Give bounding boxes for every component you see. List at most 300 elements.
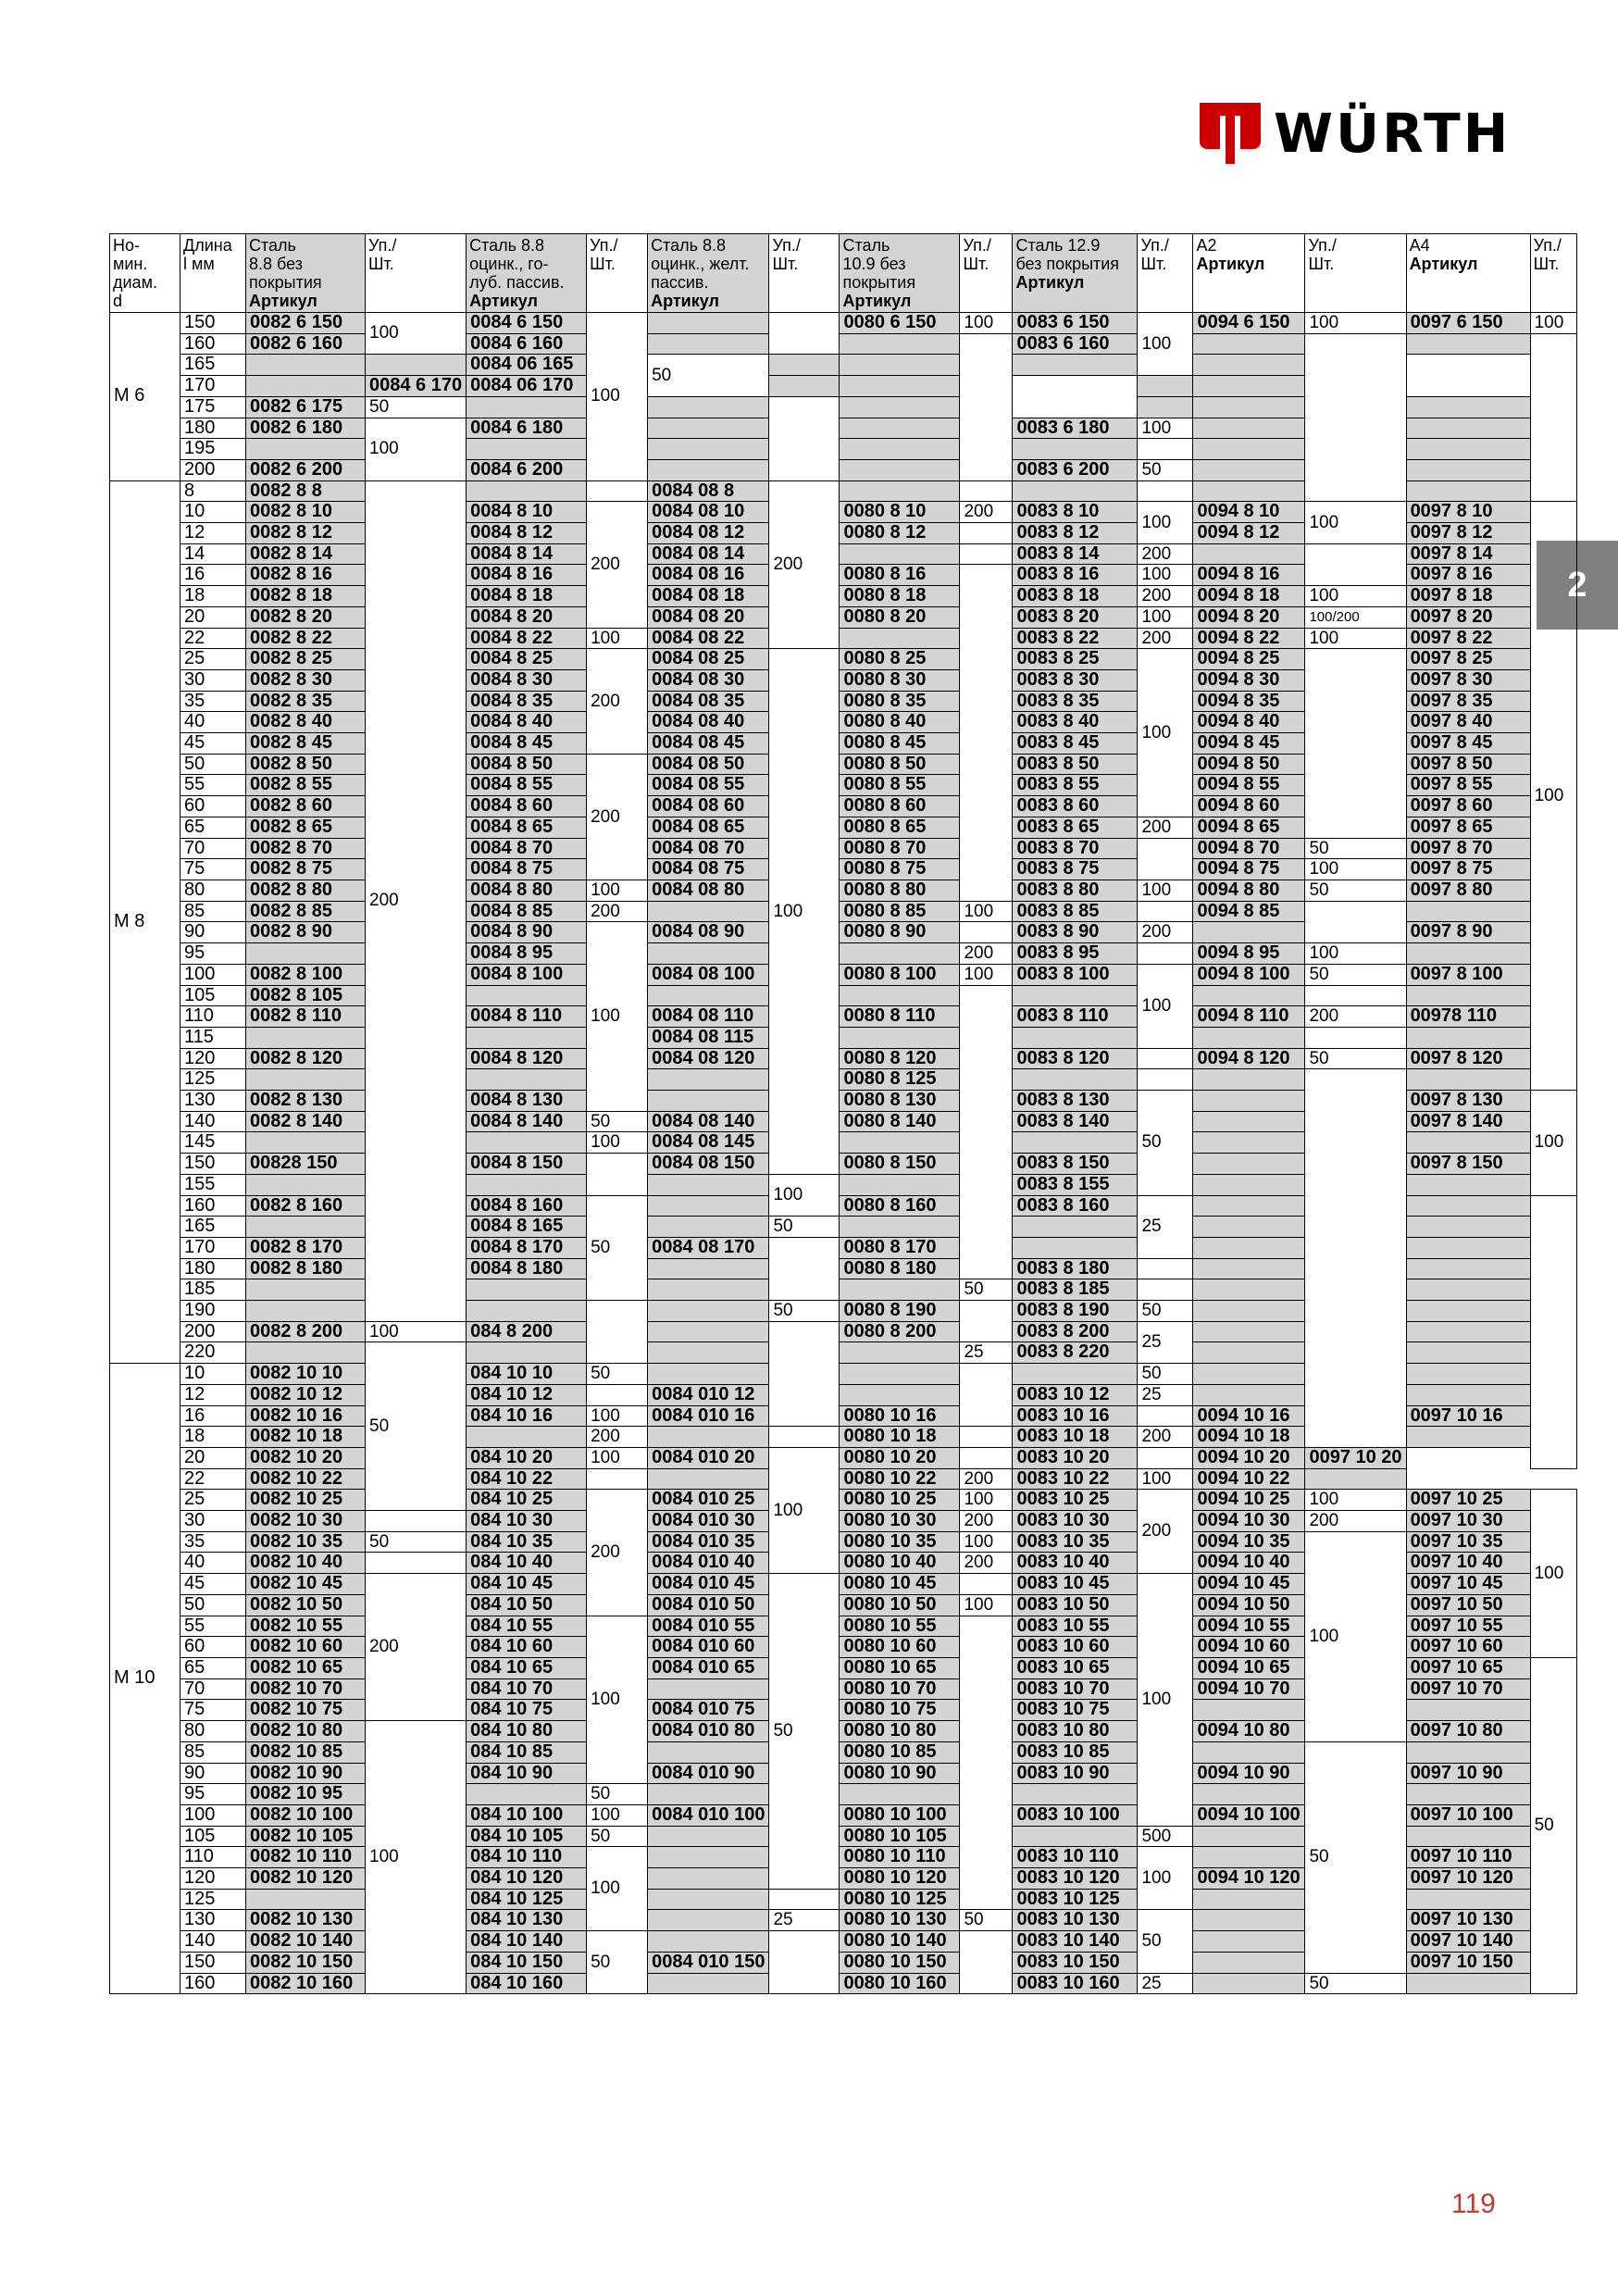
pack-quantity-cell: 100/200 [1305,606,1406,628]
article-cell [648,418,769,439]
article-cell: 0094 8 80 [1193,880,1305,901]
article-cell [648,1427,769,1448]
article-cell [648,1342,769,1364]
article-cell: 0083 10 130 [1013,1910,1138,1931]
header-line: A2 [1196,236,1217,255]
article-cell: 0082 10 18 [246,1427,366,1448]
article-cell: 0082 10 120 [246,1868,366,1890]
article-cell: 0080 8 200 [840,1321,960,1342]
article-cell [648,1195,769,1217]
column-header [648,234,769,313]
pack-quantity-cell [1138,1048,1193,1069]
article-cell: 0083 10 30 [1013,1511,1138,1532]
length-cell: 65 [180,1658,246,1679]
article-cell: 0084 06 165 [467,355,587,376]
article-cell: 084 10 12 [467,1384,587,1405]
article-cell: 0083 6 200 [1013,459,1138,480]
pack-quantity-cell: 50 [960,1279,1013,1301]
length-cell: 25 [180,649,246,670]
article-cell: 0094 8 100 [1193,964,1305,985]
article-cell: 0084 010 60 [648,1637,769,1658]
pack-quantity-cell: 50 [769,1574,840,1890]
article-cell [840,396,960,418]
length-cell: 35 [180,691,246,712]
table-row [110,1048,1577,1069]
pack-quantity-cell [1530,333,1576,502]
pack-quantity-cell [1305,1027,1406,1048]
article-cell: 0082 6 180 [246,418,366,439]
article-cell: 0094 8 22 [1193,628,1305,649]
article-cell: 0084 08 45 [648,733,769,755]
article-cell: 0082 8 40 [246,712,366,733]
article-cell [648,1826,769,1847]
length-cell: 170 [180,376,246,397]
article-cell: 0097 8 150 [1406,1154,1530,1175]
length-cell: 30 [180,669,246,691]
article-cell: 0084 010 12 [648,1384,769,1405]
article-cell [246,1279,366,1301]
article-cell [1193,1132,1305,1154]
article-cell: 0080 8 30 [840,669,960,691]
article-cell: 0097 8 40 [1406,712,1530,733]
pack-quantity-cell [769,1889,840,1910]
article-cell [1193,1700,1305,1721]
length-cell: 165 [180,1217,246,1238]
article-cell: 0083 8 12 [1013,523,1138,544]
article-cell [1013,1132,1138,1154]
pack-quantity-cell: 100 [1305,502,1406,543]
length-cell: 18 [180,1427,246,1448]
article-cell: 0097 8 65 [1406,817,1530,838]
article-cell: 0082 10 35 [246,1531,366,1553]
article-cell: 0082 8 110 [246,1006,366,1028]
length-cell: 175 [180,396,246,418]
article-cell: 0083 8 25 [1013,649,1138,670]
article-cell: 084 10 20 [467,1447,587,1468]
article-cell: 0084 08 65 [648,817,769,838]
column-header [587,234,648,313]
article-cell [1013,1027,1138,1048]
article-cell [467,1069,587,1091]
length-cell: 140 [180,1931,246,1953]
header-line: Уп./ [1140,236,1169,255]
article-cell [1406,1258,1530,1279]
table-row [110,1511,1577,1532]
article-cell: 0080 10 120 [840,1868,960,1890]
article-cell: 0084 08 90 [648,922,769,943]
article-cell: 0083 8 10 [1013,502,1138,523]
article-cell: 0083 10 85 [1013,1741,1138,1763]
article-cell: 0094 8 12 [1193,523,1305,544]
article-cell: 0084 010 45 [648,1574,769,1595]
header-line: Уп./ [1308,236,1337,255]
article-cell [366,355,467,376]
article-cell: 084 10 130 [467,1910,587,1931]
pack-quantity-cell: 200 [366,1574,467,1721]
header-line: 8.8 без [249,255,303,273]
pack-quantity-cell: 50 [1138,1091,1193,1196]
article-cell: 0080 8 18 [840,586,960,607]
article-cell: 0083 8 190 [1013,1301,1138,1322]
article-cell: 0080 10 20 [840,1447,960,1468]
length-cell: 55 [180,775,246,796]
article-cell [246,1889,366,1910]
article-cell [1193,1237,1305,1258]
pack-quantity-cell [1305,333,1406,502]
article-cell: 0094 8 50 [1193,754,1305,775]
article-cell [1406,901,1530,922]
length-cell: 195 [180,439,246,460]
article-cell [1406,480,1530,502]
article-cell: 0082 10 160 [246,1973,366,1994]
table-row [110,543,1577,565]
pack-quantity-cell: 100 [1305,1531,1406,1741]
article-cell [1013,1826,1138,1847]
article-cell [1193,459,1305,480]
article-cell: 0080 8 125 [840,1069,960,1091]
pack-quantity-cell [1138,901,1193,922]
article-cell: 084 10 85 [467,1741,587,1763]
article-cell: 0084 010 65 [648,1658,769,1679]
pack-quantity-cell [960,922,1013,943]
article-cell: 0084 08 30 [648,669,769,691]
article-cell: 0084 8 165 [467,1217,587,1238]
article-cell: 0083 8 220 [1013,1342,1138,1364]
header-line: Шт. [1308,255,1335,273]
pack-quantity-cell: 25 [960,1342,1013,1364]
article-cell: 0083 8 100 [1013,964,1138,985]
article-cell [648,1091,769,1112]
length-cell: 12 [180,523,246,544]
article-cell: 0084 08 14 [648,543,769,565]
article-cell [840,1384,960,1405]
pack-quantity-cell [769,1321,840,1427]
article-cell [1193,1091,1305,1112]
article-cell: 084 10 22 [467,1468,587,1490]
article-cell [840,1217,960,1238]
article-cell [840,1784,960,1805]
article-cell: 0082 10 75 [246,1700,366,1721]
article-cell: 084 10 45 [467,1574,587,1595]
length-cell: 125 [180,1069,246,1091]
pack-quantity-cell [1138,838,1193,880]
article-cell: 0082 8 70 [246,838,366,859]
length-cell: 80 [180,1721,246,1742]
pack-quantity-cell: 100 [587,1405,648,1427]
table-body [110,313,1577,1994]
pack-quantity-cell: 100 [1305,313,1406,334]
page-number: 119 [1451,2189,1496,2219]
article-cell: 084 10 25 [467,1490,587,1511]
pack-quantity-cell: 50 [1305,880,1406,901]
article-cell [1406,1237,1530,1258]
article-cell: 0083 8 45 [1013,733,1138,755]
length-cell: 200 [180,459,246,480]
article-cell: 0083 10 80 [1013,1721,1138,1742]
length-cell: 45 [180,733,246,755]
article-cell [648,1217,769,1238]
pack-quantity-cell: 200 [587,502,648,628]
article-cell: 0094 10 120 [1193,1868,1305,1890]
article-cell: 0080 10 60 [840,1637,960,1658]
pack-quantity-cell: 50 [1138,1301,1193,1322]
article-cell: 0080 8 140 [840,1111,960,1132]
article-cell [648,459,769,480]
article-cell: 0084 8 180 [467,1258,587,1279]
article-cell [1013,355,1138,376]
article-cell: 0084 08 40 [648,712,769,733]
article-cell: 0084 8 130 [467,1091,587,1112]
article-cell: 0080 10 80 [840,1721,960,1742]
article-cell: 0097 8 100 [1406,964,1530,985]
header-line: покрытия [249,273,322,292]
article-cell: 084 8 200 [467,1321,587,1342]
article-cell: 0080 8 70 [840,838,960,859]
wurth-logo-mark [1200,103,1261,164]
pack-quantity-cell: 100 [1530,1490,1576,1658]
article-cell [1193,1847,1305,1868]
article-cell [840,1279,960,1301]
article-cell: 0082 8 80 [246,880,366,901]
article-cell: 084 10 120 [467,1868,587,1890]
article-cell: 0082 8 85 [246,901,366,922]
article-cell [1193,1889,1305,1910]
pack-quantity-cell: 200 [960,502,1013,523]
article-cell: 0084 08 35 [648,691,769,712]
article-cell [1406,1132,1530,1154]
article-cell: 0080 8 50 [840,754,960,775]
pack-quantity-cell: 100 [366,313,467,355]
length-cell: 70 [180,838,246,859]
article-cell: 0083 8 60 [1013,796,1138,817]
article-cell [840,355,960,376]
header-line: Шт. [368,255,394,273]
article-cell: 0084 010 25 [648,1490,769,1511]
article-cell [840,459,960,480]
article-cell [1406,1384,1530,1405]
article-cell [648,439,769,460]
article-cell: 0097 8 140 [1406,1111,1530,1132]
article-cell [840,439,960,460]
article-cell: 0097 8 50 [1406,754,1530,775]
column-header [1406,234,1530,313]
article-cell: 0083 10 75 [1013,1700,1138,1721]
article-cell [840,1132,960,1154]
article-cell: 0083 10 150 [1013,1952,1138,1973]
length-cell: 30 [180,1511,246,1532]
article-cell: 0094 10 20 [1193,1447,1305,1468]
article-cell [1305,1468,1406,1490]
article-cell: 0084 08 16 [648,565,769,586]
article-cell [1406,1279,1530,1301]
article-cell: 0094 10 80 [1193,1721,1305,1742]
article-cell: 0083 8 20 [1013,606,1138,628]
article-cell [769,376,840,397]
article-cell: 0084 08 120 [648,1048,769,1069]
article-cell [1193,985,1305,1006]
article-cell: 0094 10 100 [1193,1804,1305,1826]
article-cell [1406,1321,1530,1342]
article-cell: 0080 8 35 [840,691,960,712]
length-cell: 170 [180,1237,246,1258]
article-cell: 0084 08 22 [648,628,769,649]
article-cell: 0083 10 35 [1013,1531,1138,1553]
column-header [840,234,960,313]
article-cell [246,439,366,460]
table-row [110,985,1577,1006]
pack-quantity-cell: 50 [1305,1973,1406,1994]
length-cell: 35 [180,1531,246,1553]
length-cell: 105 [180,1826,246,1847]
article-cell [648,1741,769,1763]
article-cell: 0084 6 200 [467,459,587,480]
header-line: Уп./ [772,236,801,255]
article-cell [648,901,769,922]
pack-quantity-cell [1138,1258,1193,1279]
pack-quantity-cell: 100 [960,313,1013,334]
article-cell: 0082 10 90 [246,1763,366,1784]
article-cell: 0083 10 16 [1013,1405,1138,1427]
article-cell: 0080 10 16 [840,1405,960,1427]
article-cell: 0080 10 22 [840,1468,960,1490]
article-cell [1193,439,1305,460]
pack-quantity-cell [1305,543,1406,585]
article-cell: 0094 8 55 [1193,775,1305,796]
article-cell: 0082 10 22 [246,1468,366,1490]
article-cell: 0094 10 50 [1193,1594,1305,1616]
article-cell: 0082 10 45 [246,1574,366,1595]
article-cell: 084 10 75 [467,1700,587,1721]
length-cell: 165 [180,355,246,376]
article-cell: 0097 10 55 [1406,1616,1530,1637]
length-cell: 100 [180,964,246,985]
header-line: Сталь [842,236,890,255]
article-cell: 0082 8 30 [246,669,366,691]
article-cell: 0082 8 10 [246,502,366,523]
article-cell [467,1132,587,1154]
article-cell: 0084 8 160 [467,1195,587,1217]
article-cell: 0082 6 160 [246,333,366,355]
article-cell: 0080 10 30 [840,1511,960,1532]
article-cell [1193,922,1305,943]
article-cell [1193,1301,1305,1322]
pack-quantity-cell: 100 [366,1721,467,1994]
article-cell: 0082 6 175 [246,396,366,418]
article-cell: 0082 10 80 [246,1721,366,1742]
article-cell [467,396,587,418]
article-cell: 0084 010 30 [648,1511,769,1532]
article-cell: 0083 8 22 [1013,628,1138,649]
article-cell: 0084 8 120 [467,1048,587,1069]
pack-quantity-cell [960,1574,1013,1595]
article-cell: 0097 10 25 [1406,1490,1530,1511]
pack-quantity-cell: 50 [587,1111,648,1132]
article-cell [246,1301,366,1322]
header-line: Длина [183,236,232,255]
article-cell: 0097 10 80 [1406,1721,1530,1742]
article-cell [246,376,366,397]
pack-quantity-cell: 200 [1138,922,1193,943]
article-cell [1193,1154,1305,1175]
article-cell: 0082 10 70 [246,1678,366,1700]
pack-quantity-cell: 50 [1138,1910,1193,1973]
article-cell [648,985,769,1006]
article-cell: 0094 8 85 [1193,901,1305,922]
article-cell: 0094 8 35 [1193,691,1305,712]
article-cell: 0083 10 22 [1013,1468,1138,1490]
article-cell: 0082 8 105 [246,985,366,1006]
article-cell [1193,1826,1305,1847]
table-row [110,1741,1577,1763]
article-cell [1193,1741,1305,1763]
article-cell: 0080 8 25 [840,649,960,670]
article-cell: 0094 10 30 [1193,1511,1305,1532]
article-cell: 0082 8 14 [246,543,366,565]
article-cell: 0084 010 90 [648,1763,769,1784]
column-header [110,234,180,313]
article-cell [840,943,960,965]
column-header [1193,234,1305,313]
article-cell [246,1174,366,1195]
article-cell: 0082 8 25 [246,649,366,670]
pack-quantity-cell: 100 [960,901,1013,922]
article-cell: 0084 8 45 [467,733,587,755]
length-cell: 16 [180,1405,246,1427]
length-cell: 150 [180,1952,246,1973]
article-cell: 0080 8 170 [840,1237,960,1258]
pack-quantity-cell [1305,901,1406,942]
article-cell: 0084 010 50 [648,1594,769,1616]
length-cell: 40 [180,712,246,733]
article-cell: 0084 8 75 [467,859,587,880]
article-cell [1193,355,1305,376]
article-cell: 0084 8 12 [467,523,587,544]
article-cell: 0083 8 150 [1013,1154,1138,1175]
article-cell: 0080 10 25 [840,1490,960,1511]
pack-quantity-cell: 100 [587,1616,648,1784]
length-cell: 18 [180,586,246,607]
article-cell: 0084 8 100 [467,964,587,985]
article-cell: 0082 8 60 [246,796,366,817]
article-cell: 0082 8 50 [246,754,366,775]
header-line: 10.9 без [842,255,906,273]
article-cell [840,1342,960,1364]
article-cell [1406,1973,1530,1994]
article-cell: 0083 10 12 [1013,1384,1138,1405]
article-cell: 0080 8 80 [840,880,960,901]
article-cell [1406,1700,1530,1721]
article-cell: 0094 10 25 [1193,1490,1305,1511]
length-cell: 90 [180,1763,246,1784]
article-cell: 0094 10 65 [1193,1658,1305,1679]
pack-quantity-cell: 100 [1138,880,1193,901]
article-cell: 0084 8 30 [467,669,587,691]
pack-quantity-cell [960,1447,1013,1468]
article-cell: 0082 8 22 [246,628,366,649]
article-cell [246,1342,366,1364]
article-cell: 0082 10 110 [246,1847,366,1868]
header-line: без покрытия [1015,255,1120,273]
article-cell: 0083 8 35 [1013,691,1138,712]
article-cell: 0084 08 170 [648,1237,769,1258]
length-cell: 120 [180,1048,246,1069]
article-cell: 084 10 50 [467,1594,587,1616]
article-cell: 0084 8 35 [467,691,587,712]
article-cell: 0080 8 150 [840,1154,960,1175]
pack-quantity-cell: 100 [1138,606,1193,628]
article-cell: 0082 10 140 [246,1931,366,1953]
article-cell [1406,1364,1530,1385]
